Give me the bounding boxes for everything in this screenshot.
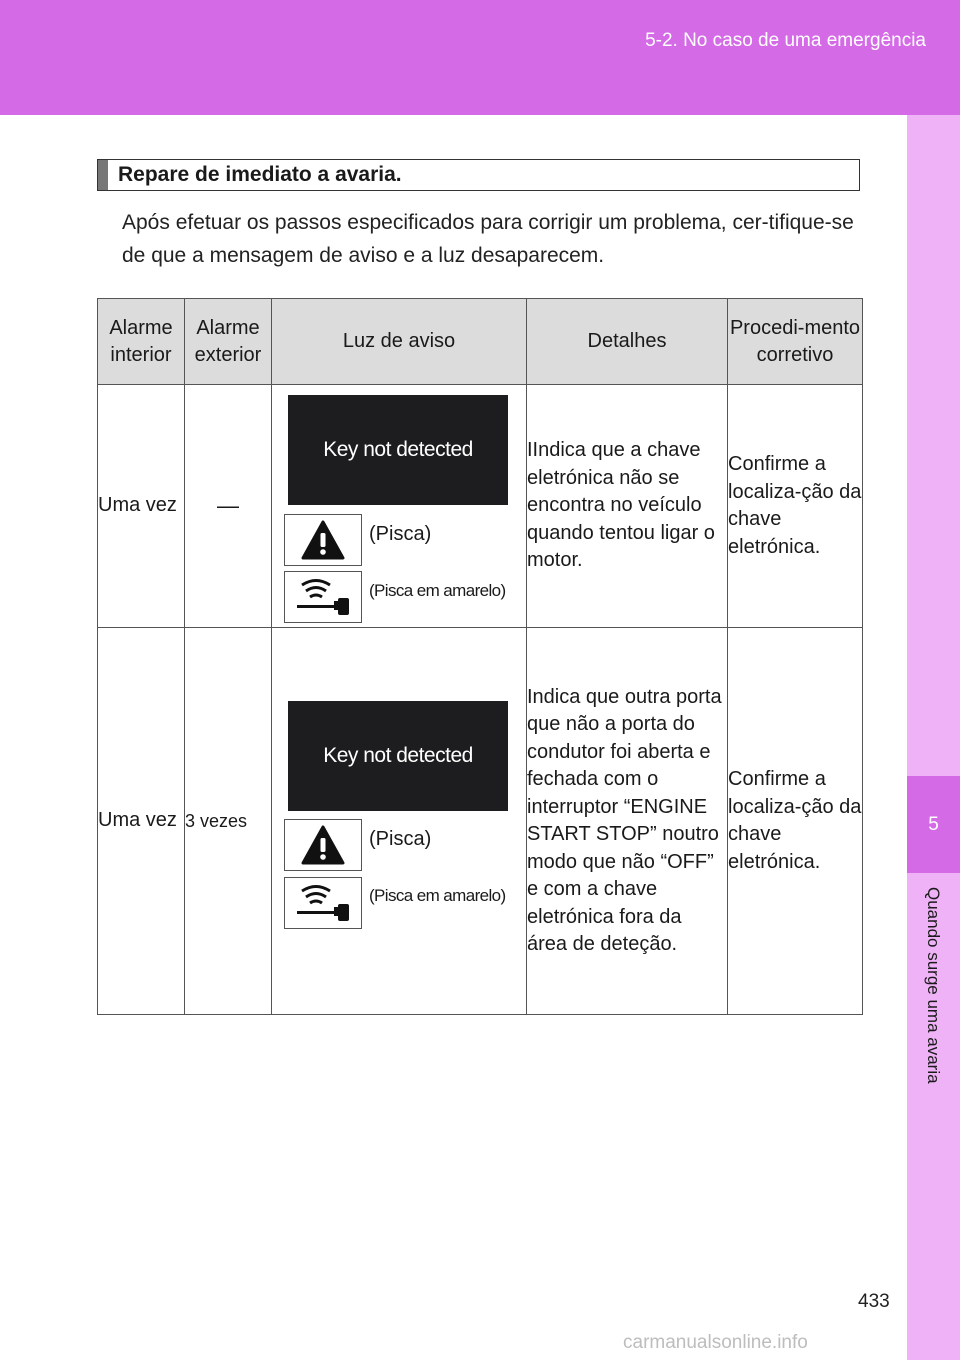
section-heading bbox=[97, 159, 860, 191]
corrective-cell: Confirme a localiza-ção da chave eletrónica. bbox=[728, 385, 863, 628]
heading-text: Repare de imediato a avaria. bbox=[118, 163, 402, 186]
header-warning-light: Luz de aviso bbox=[272, 299, 527, 385]
key-not-detected-screen: Key not detected bbox=[288, 701, 508, 811]
chapter-number: 5 bbox=[907, 776, 960, 873]
key-indicator-label: (Pisca em amarelo) bbox=[369, 581, 506, 600]
warning-light-label: (Pisca) bbox=[369, 523, 432, 545]
exterior-alarm-cell: 3 vezes bbox=[185, 628, 272, 1015]
section-title: 5-2. No caso de uma emergência bbox=[645, 30, 926, 51]
side-chapter-tab bbox=[907, 115, 960, 1360]
warning-triangle-icon bbox=[284, 514, 362, 566]
table-header-row bbox=[98, 299, 863, 385]
key-indicator-label: (Pisca em amarelo) bbox=[369, 886, 506, 905]
warning-triangle-icon bbox=[284, 819, 362, 871]
details-cell: IIndica que a chave eletrónica não se encontra no veículo quando tentou ligar o motor. bbox=[527, 385, 728, 628]
warning-light-label: (Pisca) bbox=[369, 828, 432, 850]
top-header-band bbox=[0, 0, 960, 115]
header-corrective: Procedi-mento corretivo bbox=[728, 299, 863, 385]
watermark: carmanualsonline.info bbox=[623, 1332, 808, 1353]
header-interior-alarm: Alarme interior bbox=[98, 299, 185, 385]
page-number: 433 bbox=[858, 1291, 890, 1312]
warning-light-cell bbox=[272, 628, 527, 1015]
smart-key-icon bbox=[284, 877, 362, 929]
chapter-title: Quando surge uma avaria bbox=[924, 887, 943, 1084]
interior-alarm-cell: Uma vez bbox=[98, 385, 185, 628]
intro-paragraph: Após efetuar os passos especificados para corrigir um problema, cer-tifique-se de que a mensagem de aviso e a luz desaparecem. bbox=[122, 211, 854, 267]
details-cell: Indica que outra porta que não a porta do condutor foi aberta e fechada com o interruptor “ENGINE START STOP” noutro modo que não “OFF” e com a chave eletrónica fora da área de deteção. bbox=[527, 628, 728, 1015]
table-row bbox=[98, 628, 863, 1015]
exterior-alarm-cell: — bbox=[185, 385, 272, 628]
heading-marker bbox=[98, 160, 108, 190]
key-not-detected-screen: Key not detected bbox=[288, 395, 508, 505]
corrective-cell: Confirme a localiza-ção da chave eletrónica. bbox=[728, 628, 863, 1015]
smart-key-icon bbox=[284, 571, 362, 623]
interior-alarm-cell: Uma vez bbox=[98, 628, 185, 1015]
header-details: Detalhes bbox=[527, 299, 728, 385]
alarm-table bbox=[97, 298, 863, 1015]
warning-light-cell bbox=[272, 385, 527, 628]
header-exterior-alarm: Alarme exterior bbox=[185, 299, 272, 385]
table-row bbox=[98, 385, 863, 628]
